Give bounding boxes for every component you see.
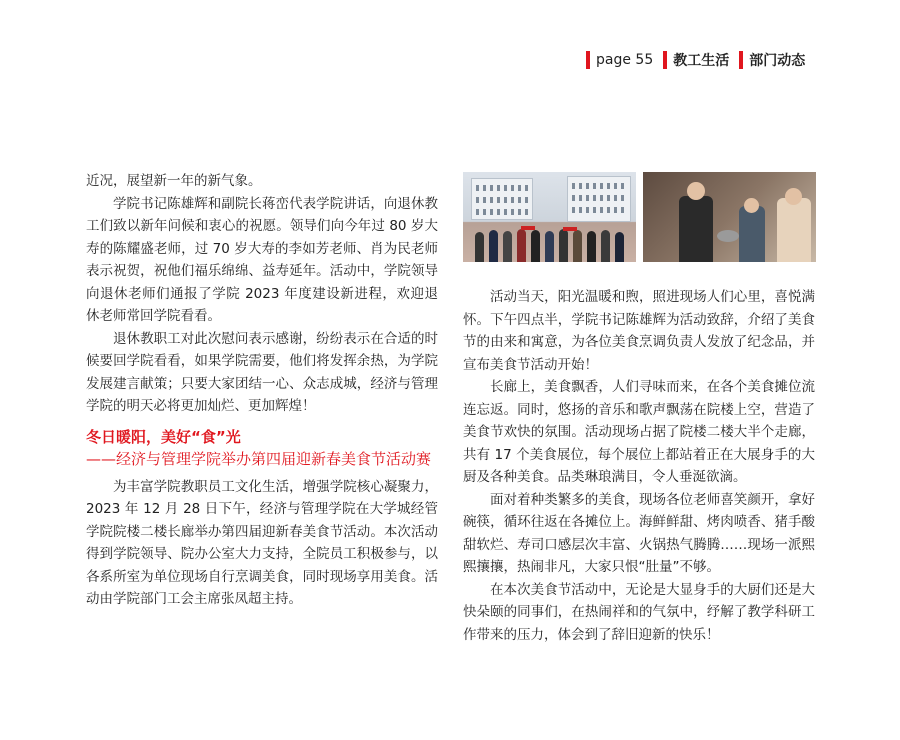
- person: [475, 232, 484, 262]
- person: [503, 231, 512, 262]
- window-row: [476, 197, 528, 203]
- person-head: [744, 198, 759, 213]
- left-column: [86, 170, 438, 611]
- person: [573, 230, 582, 262]
- person: [615, 232, 624, 262]
- header-bar: [663, 51, 667, 69]
- window-row: [572, 207, 626, 213]
- person: [517, 229, 526, 262]
- paragraph: 在本次美食节活动中，无论是大显身手的大厨们还是大快朵颐的同事们，在热闹祥和的气氛中，纾解了教学科研工作带来的压力，体会到了辞旧迎新的快乐！: [463, 581, 815, 643]
- header-bar: [586, 51, 590, 69]
- paragraph: 为丰富学院教职员工文化生活，增强学院核心凝聚力，2023 年 12 月 28 日下午，经济与管理学院在大学城经管学院院楼二楼长廊举办第四届迎新春美食节活动。本次活动得到学院领导、院办公室大力支持，全院员工积极参与，以各系所室为单位现场自行烹调美食，同时现场享用美食。活动由学院部门工会主席张凤超主持。: [86, 478, 438, 607]
- person: [489, 230, 498, 262]
- cooking-photo: [643, 172, 816, 262]
- section-name: 教工生活: [673, 53, 730, 69]
- building: [567, 176, 631, 222]
- person-head: [785, 188, 802, 205]
- article-subtitle: ——经济与管理学院举办第四届迎新春美食节活动赛: [86, 449, 432, 468]
- window-row: [476, 209, 528, 215]
- paragraph: 面对着种类繁多的美食，现场各位老师喜笑颜开，拿好碗筷，循环往返在各摊位上。海鲜鲜甜、烤肉喷香、猪手酸甜软烂、寿司口感层次丰富、火锅热气腾腾……现场一派熙熙攘攘，热闹非凡，大家只恨“肚量”不够。: [463, 491, 815, 575]
- person: [545, 231, 554, 262]
- person: [777, 198, 811, 262]
- person: [739, 206, 765, 262]
- article-title: 冬日暖阳，美好“食”光: [86, 427, 241, 446]
- person: [587, 231, 596, 262]
- paragraph: 退休教职工对此次慰问表示感谢，纷纷表示在合适的时候要回学院看看，如果学院需要，他们将发挥余热，为学院发展建言献策；只要大家团结一心、众志成城，经济与管理学院的明天必将更加灿烂、更加辉煌！: [86, 330, 438, 414]
- person: [679, 196, 713, 262]
- window-row: [476, 185, 528, 191]
- building: [471, 178, 533, 220]
- person: [601, 230, 610, 262]
- page-header: [586, 48, 805, 72]
- souvenir: [563, 227, 577, 231]
- paragraph: 活动当天，阳光温暖和煦，照进现场人们心里，喜悦满怀。下午四点半，学院书记陈雄辉为活动致辞，介绍了美食节的由来和寓意，为各位美食烹调负责人发放了纪念品，并宣布美食节活动开始！: [463, 289, 815, 373]
- person: [531, 230, 540, 262]
- page-number: page 55: [596, 52, 654, 68]
- header-bar: [739, 51, 743, 69]
- cooking-pot: [717, 230, 739, 242]
- person: [559, 229, 568, 262]
- person-head: [687, 182, 705, 200]
- department-name: 部门动态: [749, 53, 806, 69]
- right-column: [463, 286, 815, 646]
- souvenir: [521, 226, 535, 230]
- window-row: [572, 195, 626, 201]
- window-row: [572, 183, 626, 189]
- paragraph: 近况，展望新一年的新气象。: [86, 173, 262, 189]
- paragraph: 学院书记陈雄辉和副院长蒋峦代表学院讲话，向退休教工们致以新年问候和衷心的祝愿。领导们向今年过 80 岁大寿的陈耀盛老师，过 70 岁大寿的李如芳老师、肖为民老师表示祝贺，祝他们福乐绵绵、益寿延年。活动中，学院领导向退休老师们通报了学院 2023 年度建设新进程，欢迎退休老师常回学院看看。: [86, 195, 438, 324]
- paragraph: 长廊上，美食飘香，人们寻味而来，在各个美食摊位流连忘返。同时，悠扬的音乐和歌声飘荡在院楼上空，营造了美食节欢快的氛围。活动现场占据了院楼二楼大半个走廊，共有 17 个美食展位，每个展位上都站着正在大展身手的大厨及各种美食。品类琳琅满目，令人垂涎欲滴。: [463, 379, 815, 485]
- group-photo: [463, 172, 636, 262]
